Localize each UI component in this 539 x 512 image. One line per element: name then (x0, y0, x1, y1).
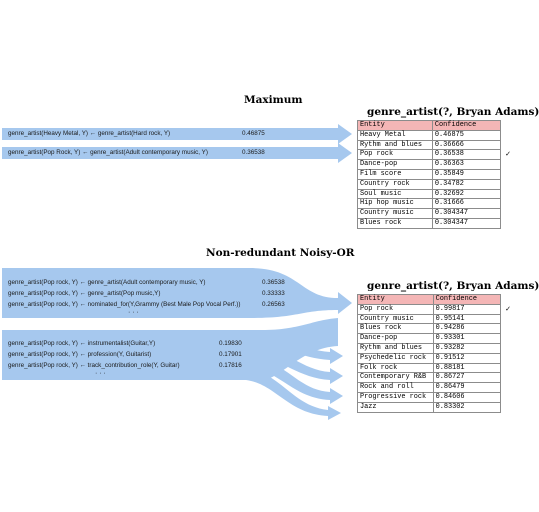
noisy-g1-rule-1-text: genre_artist(Pop rock, Y) ← genre_artist(Adult contemporary music, Y) (8, 279, 206, 286)
entity-cell: Blues rock (358, 324, 434, 334)
table-row (358, 169, 512, 179)
noisy-g2-rule-3-score: 0.17816 (219, 362, 242, 369)
table-row (358, 218, 512, 228)
check-icon (501, 140, 512, 150)
confidence-cell: 0.86479 (433, 383, 501, 393)
entity-cell: Dance-pop (358, 334, 434, 344)
table-row (358, 353, 512, 363)
entity-cell: Rythm and blues (358, 140, 433, 150)
table-row (358, 324, 512, 334)
noisy-table-title: genre_artist(?, Bryan Adams) (367, 280, 539, 292)
noisy-g1-rule-2-score: 0.33333 (262, 290, 285, 297)
table-row (358, 314, 512, 324)
confidence-cell: 0.84606 (433, 392, 501, 402)
check-icon (501, 402, 512, 412)
header-entity: Entity (358, 295, 434, 305)
noisy-g2-ellipsis: · · · (95, 370, 106, 377)
table-row (358, 209, 512, 219)
entity-cell: Heavy Metal (358, 130, 433, 140)
table-header-row (358, 295, 512, 305)
confidence-cell: 0.34782 (432, 179, 500, 189)
confidence-cell: 0.36538 (432, 150, 500, 160)
entity-cell: Rock and roll (358, 383, 434, 393)
noisy-g1-rule-2-text: genre_artist(Pop rock, Y) ← genre_artist(Pop music,Y) (8, 290, 161, 297)
table-row (358, 363, 512, 373)
confidence-cell: 0.35849 (432, 169, 500, 179)
check-icon: ✓ (505, 150, 511, 159)
check-icon (501, 179, 512, 189)
table-row (358, 179, 512, 189)
confidence-cell: 0.83302 (433, 402, 501, 412)
check-icon (501, 363, 512, 373)
entity-cell: Blues rock (358, 218, 433, 228)
check-icon (501, 169, 512, 179)
entity-cell: Country music (358, 314, 434, 324)
header-confidence: Confidence (432, 121, 500, 131)
entity-cell: Film score (358, 169, 433, 179)
confidence-cell: 0.99817 (433, 304, 501, 314)
table-row (358, 334, 512, 344)
table-row (358, 160, 512, 170)
confidence-cell: 0.93301 (433, 334, 501, 344)
check-icon (501, 324, 512, 334)
table-row (358, 373, 512, 383)
table-row (358, 130, 512, 140)
header-entity: Entity (358, 121, 433, 131)
table-row (358, 199, 512, 209)
check-icon (501, 383, 512, 393)
check-icon (501, 199, 512, 209)
confidence-cell: 0.93282 (433, 343, 501, 353)
check-icon: ✓ (505, 304, 511, 313)
noisy-g2-rule-3-text: genre_artist(Pop rock, Y) ← track_contribution_role(Y, Guitar) (8, 362, 180, 369)
confidence-cell: 0.88181 (433, 363, 501, 373)
entity-cell: Country music (358, 209, 433, 219)
max-rule-2-text: genre_artist(Pop Rock, Y) ← genre_artist(Adult contemporary music, Y) (8, 149, 208, 156)
confidence-cell: 0.32692 (432, 189, 500, 199)
noisy-g2-rule-2-text: genre_artist(Pop rock, Y) ← profession(Y, Guitarist) (8, 351, 152, 358)
check-icon (501, 314, 512, 324)
maximum-title: Maximum (244, 94, 303, 106)
noisy-g1-rule-3-score: 0.26563 (262, 301, 285, 308)
confidence-cell: 0.46875 (432, 130, 500, 140)
entity-cell: Rythm and blues (358, 343, 434, 353)
table-row (358, 189, 512, 199)
noisy-g2-rule-1-score: 0.19830 (219, 340, 242, 347)
entity-cell: Folk rock (358, 363, 434, 373)
check-icon (501, 353, 512, 363)
entity-cell: Contemporary R&B (358, 373, 434, 383)
header-confidence: Confidence (433, 295, 501, 305)
check-icon (501, 130, 512, 140)
max-rule-1-text: genre_artist(Heavy Metal, Y) ← genre_artist(Hard rock, Y) (8, 130, 171, 137)
entity-cell: Dance-pop (358, 160, 433, 170)
max-table-title: genre_artist(?, Bryan Adams) (367, 106, 539, 118)
confidence-cell: 0.86727 (433, 373, 501, 383)
noisy-confidence-table (357, 294, 512, 413)
entity-cell: Pop rock (358, 304, 434, 314)
confidence-cell: 0.95141 (433, 314, 501, 324)
entity-cell: Jazz (358, 402, 434, 412)
noisy-g2-rule-2-score: 0.17901 (219, 351, 242, 358)
check-icon (501, 218, 512, 228)
table-row (358, 343, 512, 353)
table-row (358, 383, 512, 393)
noisy-or-title: Non-redundant Noisy-OR (206, 247, 355, 259)
confidence-cell: 0.304347 (432, 218, 500, 228)
confidence-cell: 0.304347 (432, 209, 500, 219)
entity-cell: Country rock (358, 179, 433, 189)
entity-cell: Psychedelic rock (358, 353, 434, 363)
max-rule-2-score: 0.36538 (242, 149, 265, 156)
check-icon (501, 160, 512, 170)
table-row (358, 392, 512, 402)
table-header-row (358, 121, 512, 131)
table-row (358, 150, 512, 160)
noisy-g1-rule-3-text: genre_artist(Pop rock, Y) ← nominated_for(Y,Grammy (Best Male Pop Vocal Perf.)) (8, 301, 241, 308)
noisy-g1-rule-1-score: 0.36538 (262, 279, 285, 286)
confidence-cell: 0.36363 (432, 160, 500, 170)
entity-cell: Pop rock (358, 150, 433, 160)
noisy-g2-rule-1-text: genre_artist(Pop rock, Y) ← instrumentalist(Guitar,Y) (8, 340, 156, 347)
max-confidence-table (357, 120, 512, 229)
entity-cell: Hip hop music (358, 199, 433, 209)
table-row (358, 304, 512, 314)
confidence-cell: 0.94286 (433, 324, 501, 334)
check-icon (501, 392, 512, 402)
confidence-cell: 0.91512 (433, 353, 501, 363)
entity-cell: Soul music (358, 189, 433, 199)
check-icon (501, 334, 512, 344)
confidence-cell: 0.31666 (432, 199, 500, 209)
check-icon (501, 189, 512, 199)
check-icon (501, 209, 512, 219)
check-icon (501, 373, 512, 383)
max-rule-1-score: 0.46875 (242, 130, 265, 137)
entity-cell: Progressive rock (358, 392, 434, 402)
confidence-cell: 0.36666 (432, 140, 500, 150)
table-row (358, 402, 512, 412)
check-icon (501, 343, 512, 353)
table-row (358, 140, 512, 150)
noisy-g1-ellipsis: · · · (128, 309, 139, 316)
